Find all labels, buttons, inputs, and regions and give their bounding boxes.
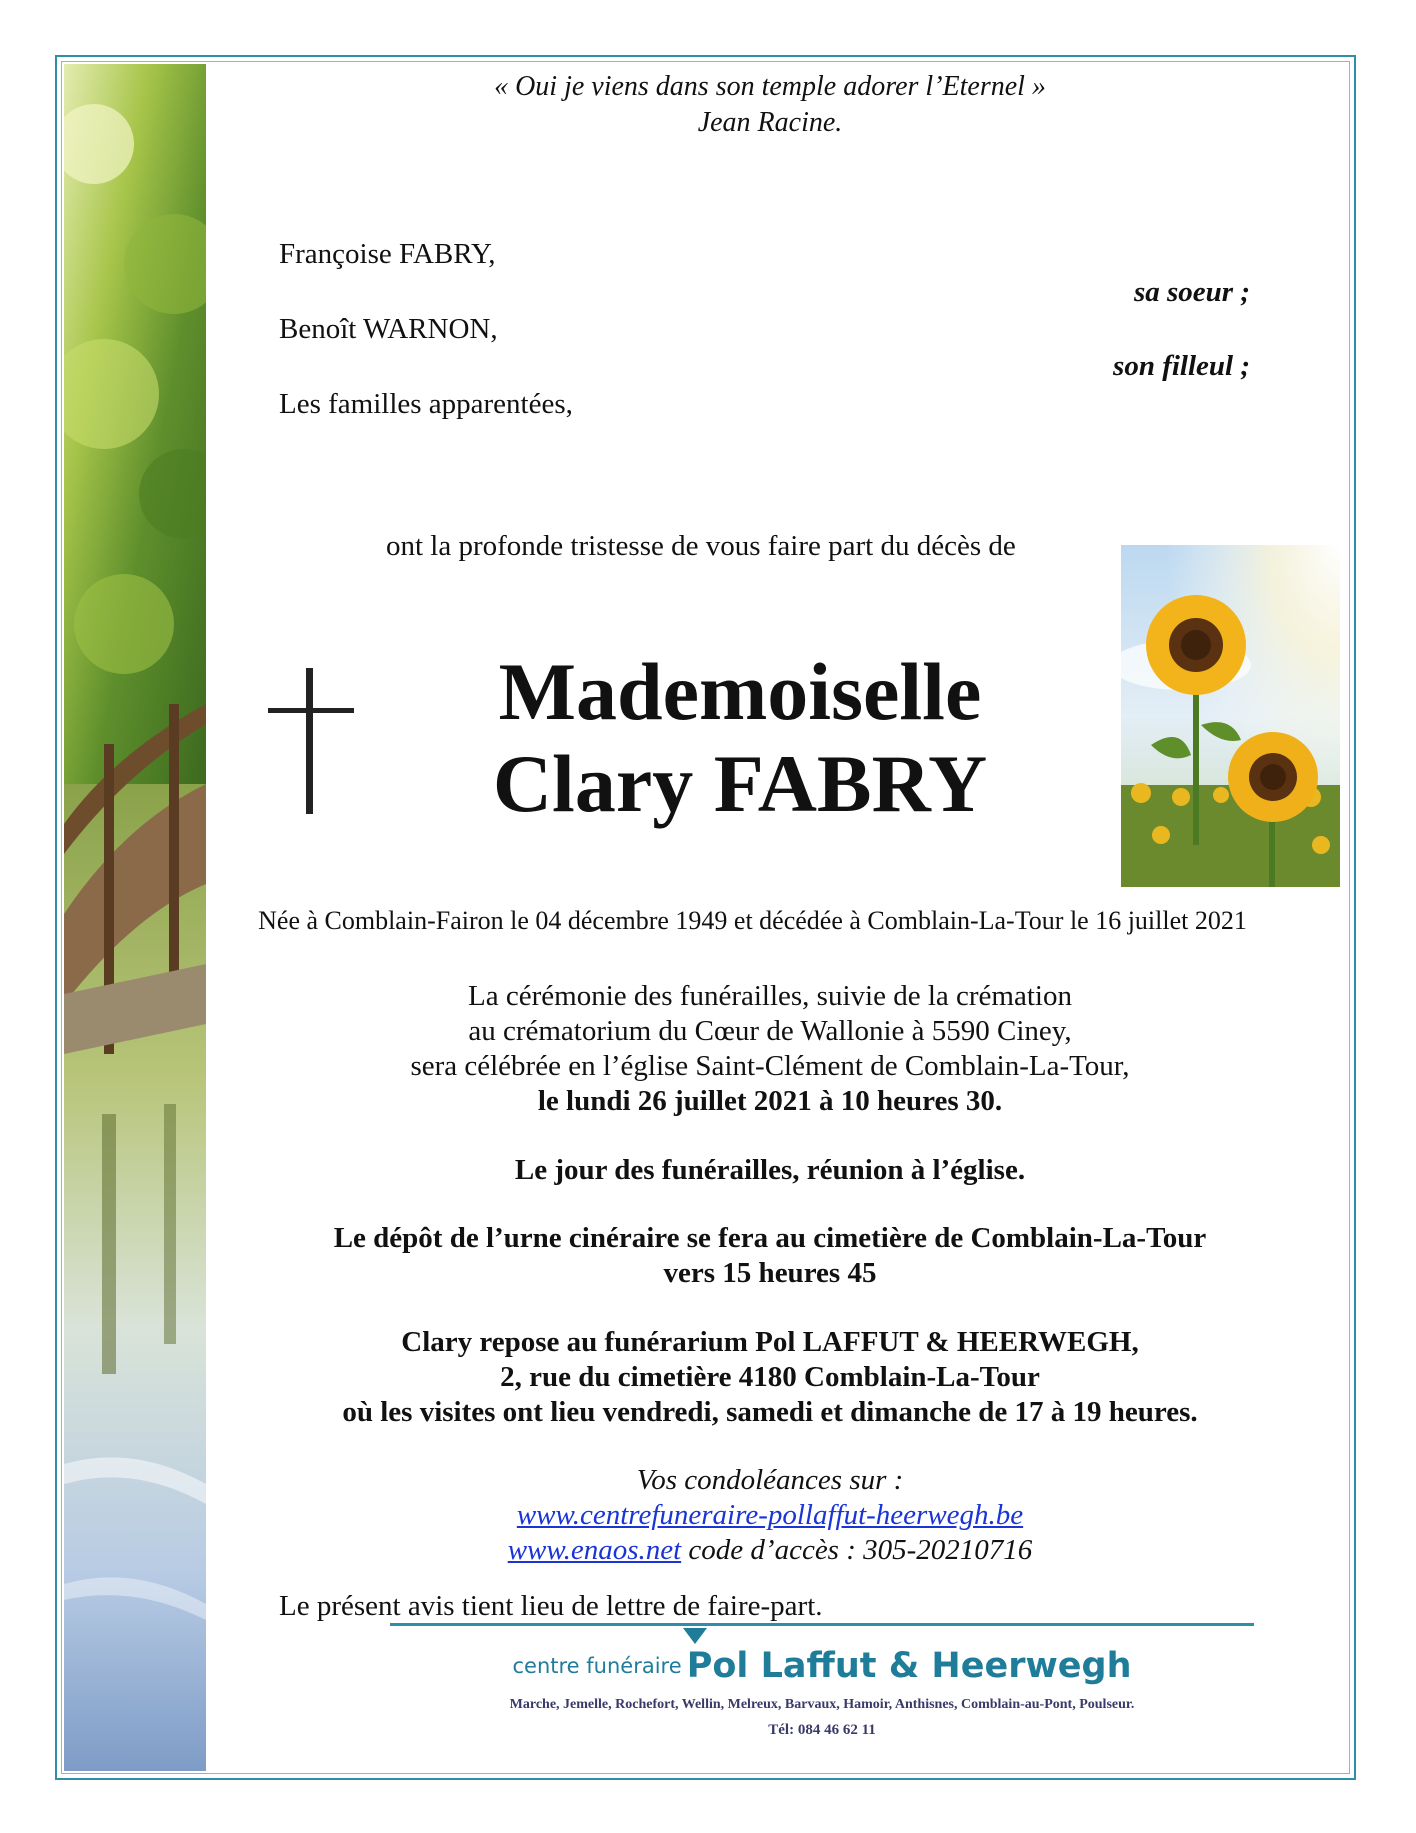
rest-line-2: 2, rue du cimetière 4180 Comblain-La-Tour bbox=[500, 1361, 1040, 1393]
birth-death-text: Née à Comblain-Fairon le 04 décembre 1949 et décédée à Comblain-La-Tour le 16 juillet 2021 bbox=[258, 906, 1247, 935]
ceremony-line-2: au crématorium du Cœur de Wallonie à 5590 Ciney, bbox=[468, 1015, 1072, 1047]
footer-locations: Marche, Jemelle, Rochefort, Wellin, Melreux, Barvaux, Hamoir, Anthisnes, Comblain-au-Pont, Poulseur. bbox=[509, 1697, 1135, 1712]
announcement-text: ont la profonde tristesse de vous faire part du décès de bbox=[386, 530, 1016, 562]
logo-prefix: centre funéraire bbox=[512, 1654, 682, 1678]
epigraph-author: Jean Racine. bbox=[697, 107, 843, 138]
notice-text: Le présent avis tient lieu de lettre de faire-part. bbox=[279, 1590, 823, 1622]
condolences-label: Vos condoléances sur : bbox=[636, 1464, 904, 1496]
rest-line-1: Clary repose au funérarium Pol LAFFUT & HEERWEGH, bbox=[401, 1326, 1139, 1358]
footer-phone: Tél: 084 46 62 11 bbox=[768, 1722, 876, 1738]
mourner-relation-1: sa soeur ; bbox=[1133, 276, 1250, 308]
logo-brand: Pol Laffut & Heerwegh bbox=[686, 1646, 1132, 1686]
deceased-name: Clary FABRY bbox=[492, 738, 988, 829]
ceremony-date: le lundi 26 juillet 2021 à 10 heures 30. bbox=[537, 1085, 1003, 1117]
logo-brand-row bbox=[390, 1646, 1254, 1686]
sunflower-photo bbox=[1121, 545, 1340, 887]
condolences-url-row-1 bbox=[240, 1499, 1300, 1532]
urn-line-1: Le dépôt de l’urne cinéraire se fera au cimetière de Comblain-La-Tour bbox=[333, 1222, 1207, 1254]
deceased-title: Mademoiselle bbox=[498, 646, 982, 737]
cross-icon bbox=[268, 668, 354, 819]
forest-bridge-photo bbox=[64, 64, 206, 1771]
ceremony-line-1: La cérémonie des funérailles, suivie de la crémation bbox=[468, 980, 1072, 1012]
mourner-relation-2: son filleul ; bbox=[1113, 350, 1250, 382]
condolences-link-2[interactable]: www.enaos.net bbox=[507, 1534, 682, 1566]
mourner-name-2: Benoît WARNON, bbox=[279, 313, 498, 345]
ceremony-line-3: sera célébrée en l’église Saint-Clément de Comblain-La-Tour, bbox=[410, 1050, 1130, 1082]
meeting-text: Le jour des funérailles, réunion à l’église. bbox=[514, 1154, 1026, 1186]
condolences-url-row-2 bbox=[240, 1534, 1300, 1567]
access-code-text: code d’accès : 305-20210716 bbox=[681, 1534, 1033, 1566]
condolences-link-1[interactable]: www.centrefuneraire-pollaffut-heerwegh.be bbox=[516, 1499, 1024, 1531]
rest-line-3: où les visites ont lieu vendredi, samedi et dimanche de 17 à 19 heures. bbox=[342, 1396, 1198, 1428]
urn-line-2: vers 15 heures 45 bbox=[663, 1257, 877, 1289]
logo-divider bbox=[390, 1623, 1254, 1626]
mourner-name-3: Les familles apparentées, bbox=[279, 388, 573, 420]
epigraph-quote: « Oui je viens dans son temple adorer l’Eternel » bbox=[494, 71, 1046, 102]
mourner-name-1: Françoise FABRY, bbox=[279, 238, 496, 270]
